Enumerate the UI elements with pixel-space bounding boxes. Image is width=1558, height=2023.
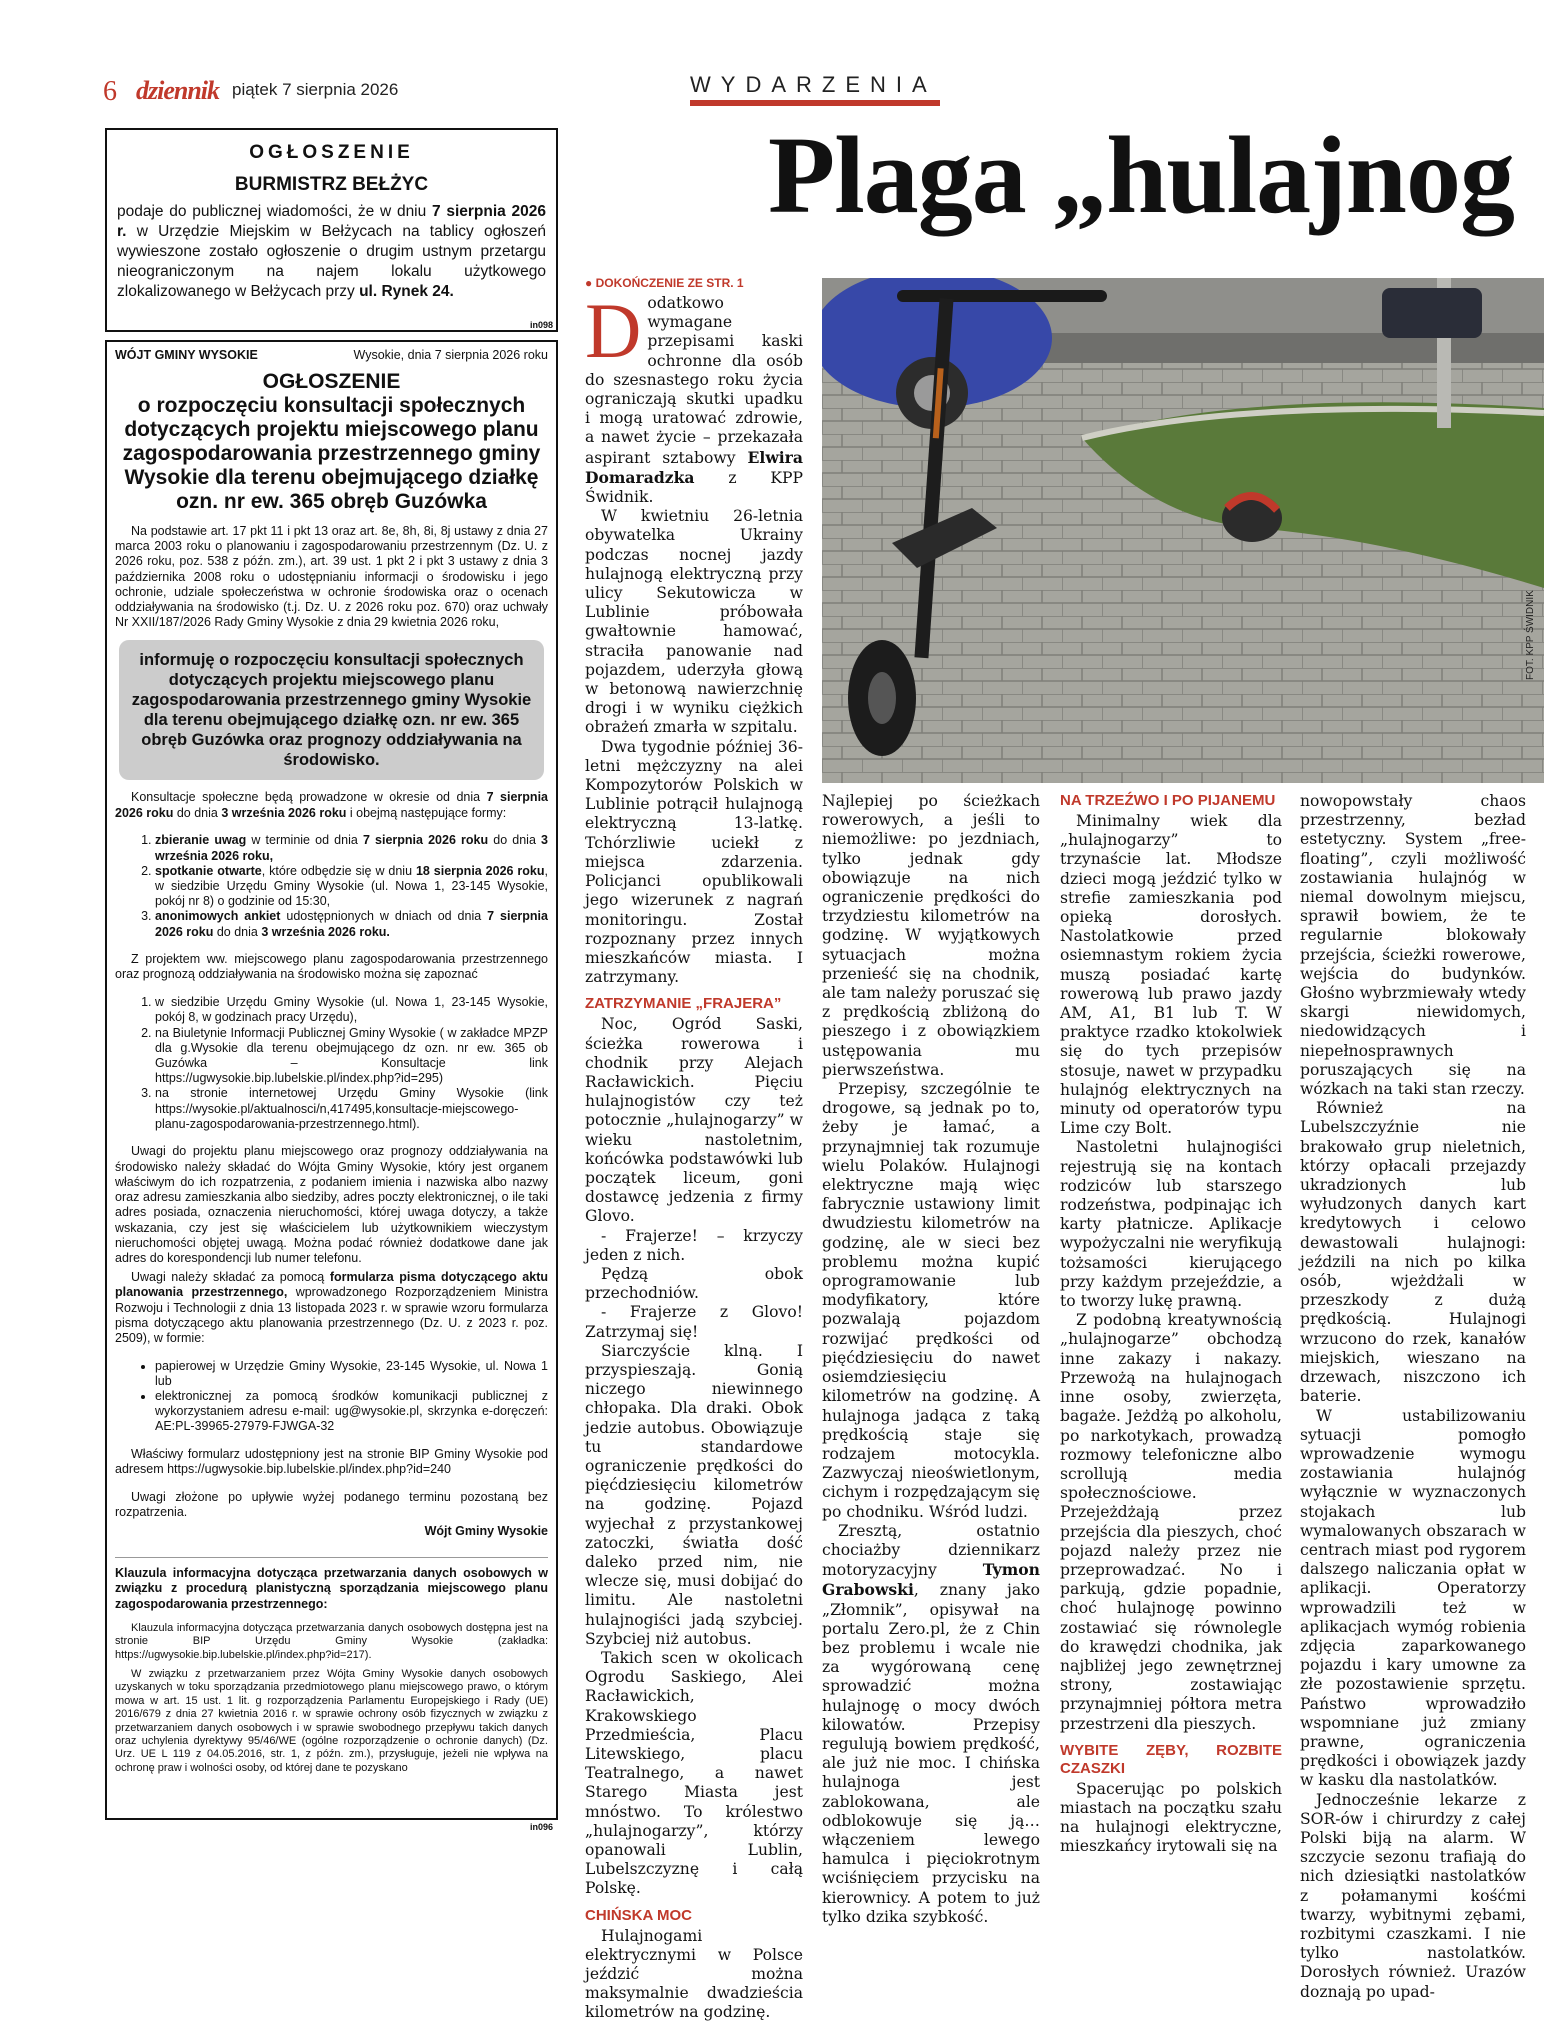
announcement-subheading: BURMISTRZ BEŁŻYC xyxy=(234,174,429,195)
paragraph: Dwa tygodnie później 36-letni mężczyzny na alei Kompozytorów Polskich w Lublinie potrącił hulajnogą elektryczną 13-latkę. Tchórzliwie uciekł z miejsca zdarzenia. Policjanci opublikowali jego wizerunek z nagrań monitoringu. Został rozpoznany przez innych mieszkańców miasta. I zatrzymany. xyxy=(585,737,803,987)
text-date: 7 sierpnia 2026 r. xyxy=(117,203,546,240)
drop-cap: D xyxy=(585,287,642,374)
text-bold: 7 sierpnia 2026 roku xyxy=(155,909,548,939)
access-intro: Z projektem ww. miejscowego planu zagospodarowania przestrzennego oraz prognozą oddziaływania na środowisko można się zapoznać xyxy=(115,952,548,982)
signature: Wójt Gminy Wysokie xyxy=(424,1523,548,1538)
legal-basis: Na podstawie art. 17 pkt 11 i pkt 13 oraz art. 8e, 8h, 8i, 8j ustawy z dnia 27 marca 2003 roku o planowaniu i zagospodarowaniu przestrzennym (Dz. U. z 2026 roku, poz. 538 z późn. zm.), art. 39 ust. 1 pkt 2 i pkt 3 ustawy z dnia 3 października 2008 roku o udostępnianiu informacji o środowisku i jego ochronie, udziale społeczeństwa w ochronie środowiska oraz o ocenach oddziaływania na środowisko (t.j. Dz. U. z 2026 roku poz. 670) oraz uchwały Nr XXII/187/2026 Rady Gminy Wysokie z dnia 29 kwietnia 2026 roku, xyxy=(115,524,548,630)
text-bold: 7 sierpnia 2026 roku xyxy=(362,833,489,848)
remarks: Uwagi do projektu planu miejscowego oraz prognozy oddziaływania na środowisko należy składać do Wójta Gminy Wysokie, który jest organem właściwym do ich rozpatrzenia, z podaniem imienia i nazwiska albo nazwy oraz adresu zamieszkania albo siedziby, adres poczty elektronicznej, o ile taki adres posiada, oznaczenia nieruchomości, której uwaga dotyczy, a także wskazania, czy jest się właścicielem lub użytkownikiem wieczystym nieruchomości objętej uwagą. Można podać również dodatkowe dane jak adres do korespondencji lub numer telefonu. xyxy=(115,1144,548,1265)
issue-date: piątek 7 sierpnia 2026 xyxy=(232,80,399,99)
list-item: • elektronicznej za pomocą środków komunikacji publicznej z wykorzystaniem adresu e-mail: ug@wysokie.pl, skrzynka e-doręczeń: AE:PL-39965-27979-FJWGA-32 xyxy=(155,1389,548,1435)
list-item xyxy=(155,833,548,863)
article-column-3 xyxy=(1060,792,1282,1857)
formular-text: Właściwy formularz udostępniony jest na stronie BIP Gminy Wysokie pod adresem https://ugwysokie.bip.lubelskie.pl/index.php?id=240 xyxy=(115,1447,548,1477)
announcement-subject: o rozpoczęciu konsultacji społecznych dotyczących projektu miejscowego planu zagospodarowania przestrzennego gminy Wysokie dla terenu obejmującego działkę ozn. nr ew. 365 obręb Guzówka xyxy=(122,394,541,513)
paragraph: Z podobną kreatywnością „hulajnogarze” obchodzą inne zakazy i nakazy. Przewożą na hulajnogach inne osoby, zwierzęta, bagaże. Jeżdżą po alkoholu, po narkotykach, prowadzą rozmowy telefoniczne albo scrollują media społecznościowe. Przejeżdżają przez przejścia dla pieszych, choć pojazd należy przez nie przeprowadzać. No i parkują, gdzie popadnie, choć hulajnogę powinno zostawiać się równolegle do krawędzi chodnika, jak najbliżej jego zewnętrznej strony, zostawiając przynajmniej półtora metra przestrzeni dla pieszych. xyxy=(1060,1311,1282,1733)
paragraph: Siarczyście klną. I przyspieszają. Gonią niczego niewinnego chłopaka. Dla draki. Obok jedzie autobus. Obowiązuje tu standardowe ograniczenie prędkości do pięćdziesięciu kilometrów na godzinę. Pojazd wyjechał z przystankowej zatoczki, światła dość daleko przed nim, nie wlecze się, musi dobijać do limitu. Ale nastoletni hulajnogiści jadą szybciej. Szybciej niż autobus. xyxy=(585,1341,803,1648)
ad-code: in096 xyxy=(530,1822,554,1832)
article-photo xyxy=(822,278,1544,783)
subheading: WYBITE ZĘBY, ROZBITE CZASZKI xyxy=(1060,1741,1282,1777)
text-part: wprowadzonego Rozporządzeniem Ministra Rozwoju i Technologii z dnia 13 listopada 2023 r. w sprawie wzoru formularza pisma dotyczącego aktu planowania przestrzennego (Dz. U. z 2023 r. poz. 2509), w formie: xyxy=(115,1285,548,1345)
paragraph: nowopowstały chaos przestrzenny, bezład estetyczny. System „free-floating”, czyli możliwość zostawiania hulajnóg w niemal dowolnym miejscu, sprawił bowiem, że te regularnie blokowały przejścia, ścieżki rowerowe, wejścia do budynków. Głośno wybrzmiewały wtedy skargi niewidomych, niedowidzących i niepełnosprawnych poruszających się na wózkach na taki stan rzeczy. xyxy=(1300,792,1526,1099)
text-part: do dnia xyxy=(213,924,262,939)
subheading: CHIŃSKA MOC xyxy=(585,1906,692,1924)
text-part: udostępnionych w dniach od dnia xyxy=(280,909,488,924)
continuation-kicker: ● DOKOŃCZENIE ZE STR. 1 xyxy=(585,276,744,290)
bullet-list xyxy=(115,1359,548,1435)
person-name: Tymon Grabowski xyxy=(822,1560,1040,1600)
list-item xyxy=(155,909,548,939)
announcement-heading: OGŁOSZENIE xyxy=(262,370,401,393)
paragraph: Również na Lubelszczyźnie nie brakowało grup nieletnich, którzy opłacali przejazdy ukradzionych lub wyłudzonych danych kart kredytowych i celowo dewastowali hulajnogi: jeździli na nich po kilka osób, wjeżdżali w przeszkody z dużą prędkością. Hulajnogi wrzucono do rzek, kanałów miejskich, wieszano na drzewach, niszczono ich baterie. xyxy=(1300,1099,1526,1406)
person-name: Elwira Domaradzka xyxy=(585,447,803,487)
text-bold: 7 sierpnia 2026 roku xyxy=(115,790,548,820)
paragraph: - Frajerze! – krzyczy jeden z nich. xyxy=(585,1226,803,1264)
text-part: Uwagi należy składać za pomocą xyxy=(131,1270,330,1285)
text-address: ul. Rynek 24. xyxy=(359,283,454,300)
issuer: WÓJT GMINY WYSOKIE xyxy=(115,348,258,362)
list-item: 2. na Biuletynie Informacji Publicznej Gminy Wysokie ( w zakładce MPZP dla g.Wysokie dla terenu obejmującego dz ozn. nr ew. 365 ob Guzówka – Konsultacje link https://ugwysokie.bip.lubelskie.pl/index.php?id=295) xyxy=(155,1026,548,1087)
paragraph: odatkowo wymagane przepisami kaski ochronne dla osób do szesnastego roku życia ograniczają skutki upadku i mogą uratować zdrowie, a nawet życie – przekazała aspirant sztabowy xyxy=(585,294,803,467)
place-date: Wysokie, dnia 7 sierpnia 2026 roku xyxy=(353,348,548,362)
subheading: ZATRZYMANIE „FRAJERA” xyxy=(585,995,782,1013)
announcement-heading: OGŁOSZENIE xyxy=(249,142,414,163)
scooter-photo-illustration xyxy=(822,278,1544,783)
text-part: , w siedzibie Urzędu Gminy Wysokie (ul. Nowa 1, 23-145 Wysokie, pokój nr 8) o godzinie od 15:30, xyxy=(155,863,548,909)
ad-code: in098 xyxy=(530,320,554,330)
paragraph: Spacerując po polskich miastach na początku szału na hulajnogi elektryczne, mieszkańcy irytowali się na xyxy=(1060,1779,1282,1856)
subheading: NA TRZEŹWO I PO PIJANEMU xyxy=(1060,792,1276,809)
paragraph: W kwietniu 26-letnia obywatelka Ukrainy podczas nocnej jazdy hulajnogą elektryczną przy ulicy Sekutowicza w Lublinie próbowała gwałtownie hamować, straciła panowanie nad pojazdem, uderzyła głową w betonową nawierzchnię drogi i w wyniku ciężkich obrażeń zmarła w szpitalu. xyxy=(585,507,803,737)
section-underline xyxy=(690,100,940,106)
list-item: 1. w siedzibie Urzędu Gminy Wysokie (ul. Nowa 1, 23-145 Wysokie, pokój 8, w godzinach pracy Urzędu), xyxy=(155,995,548,1025)
text-part: Konsultacje społeczne będą prowadzone w okresie od dnia xyxy=(131,790,487,805)
announcement-text xyxy=(107,196,556,302)
divider xyxy=(115,1557,548,1558)
text-bold: zbieranie uwag xyxy=(155,833,247,848)
article-column-2 xyxy=(822,792,1040,1927)
text-bold: 3 września 2026 roku xyxy=(221,805,347,820)
paragraph: Jednocześnie lekarze z SOR-ów i chirurdzy z całej Polski biją na alarm. W szczycie sezonu trafiają do nich dziesiątki nastolatków z połamanymi kośćmi twarzy, wybitnymi zębami, rozbitymi czaszkami. I nie tylko nastolatków. Dorosłych również. Urazów doznają po upad- xyxy=(1300,1790,1526,2001)
paragraph: Przepisy, szczególnie te drogowe, są jednak po to, żeby je łamać, a przynajmniej tak rozumuje wielu Polaków. Hulajnogi elektryczne mają więc fabrycznie ustawiony limit dwudziestu kilometrów na godzinę, ale w sieci bez problemu można kupić oprogramowanie lub modyfikatory, które pozwalają pojazdom rozwijać prędkości od pięćdziesięciu do nawet osiemdziesięciu kilometrów na godzinę. A hulajnoga jadąca z taką prędkością staje się rodzajem motocykla. Zazwyczaj nieoświetlonym, cichym i rozpędzającym się po chodniku. Wśród ludzi. xyxy=(822,1080,1040,1521)
announcement-wojt xyxy=(105,340,558,1820)
headline: Plaga „hulajnog xyxy=(768,114,1514,236)
paragraph xyxy=(822,1522,1040,1927)
text-bold: 18 sierpnia 2026 roku xyxy=(415,863,545,878)
text-part: , które odbędzie się w dniu xyxy=(261,863,416,878)
article-column-4 xyxy=(1300,792,1526,2002)
text-bold: formularza pisma dotyczącego aktu planowania przestrzennego, xyxy=(115,1270,548,1300)
column-text xyxy=(585,287,803,2023)
form-text xyxy=(115,1270,548,1346)
newspaper-logo: dziennik xyxy=(136,76,220,105)
access-list xyxy=(115,995,548,1132)
klauzula-text: Klauzula informacyjna dotycząca przetwarzania danych osobowych dostępna jest na stronie BIP Urzędu Gminy Wysokie (zakładka: https://ugwysokie.bip.lubelskie.pl/index.php?id=217). xyxy=(115,1621,548,1661)
text-part: , znany jako „Złomnik”, opisywał na portalu Zero.pl, że z Chin bez problemu i wcale nie za wygórowaną cenę sprowadzić można hulajnogę o mocy dwóch kilowatów. Przepisy regulują bowiem prędkość, ale już nie moc. I chińska hulajnoga jest zablokowana, ale odblokowuje się ją… włączeniem lewego hamulca i pięciokrotnym wciśnięciem przycisku na kierownicy. A potem to już tylko dzika szybkość. xyxy=(822,1581,1040,1926)
paragraph: Noc, Ogród Saski, ścieżka rowerowa i chodnik przy Alejach Racławickich. Pięciu hulajnogistów czy też potocznie „hulajnogarzy” w wieku nastoletnim, końcówka podstawówki lub początek liceum, goni dostawcę jedzenia z firmy Glovo. xyxy=(585,1015,803,1226)
paragraph: W ustabilizowaniu sytuacji pomogło wprowadzenie wymogu zostawiania hulajnóg wyłącznie w wyznaczonych stojakach lub wymalowanych obszarach w centrach miast pod rygorem dalszego naliczania opłat w aplikacji. Operatorzy wprowadzili też w aplikacjach wymóg robienia zdjęcia zaparkowanego pojazdu i kary umowne za złe pozostawienie sprzętu. Państwo wprowadziło wspomniane już zmiany prawne, ograniczenia prędkości i obowiązek jazdy w kasku dla nastolatków. xyxy=(1300,1406,1526,1790)
paragraph: Takich scen w okolicach Ogrodu Saskiego, Alei Racławickich, Krakowskiego Przedmieścia, Placu Litewskiego, placu Teatralnego, a nawet Starego Miasta jest mnóstwo. To królestwo „hulajnogarzy”, którzy opanowali Lublin, Lubelszczyznę i całą Polskę. xyxy=(585,1649,803,1898)
text-part: i obejmą następujące formy: xyxy=(346,805,507,820)
list-item: • papierowej w Urzędzie Gminy Wysokie, 23-145 Wysokie, ul. Nowa 1 lub xyxy=(155,1359,548,1389)
paragraph: Minimalny wiek dla „hulajnogarzy” to trzynaście lat. Młodsze dzieci mogą jeździć tylko w strefie zamieszkania pod opieką dorosłych. Nastolatkowie przed osiemnastym rokiem życia muszą posiadać kartę rowerową lub prawo jazdy AM, A1, B1 lub T. W praktyce rzadko ktokolwiek się do tych przepisów stosuje, nawet w przypadku hulajnóg elektrycznych na minuty od operatorów typu Lime czy Bolt. xyxy=(1060,812,1282,1138)
page-number: 6 xyxy=(103,76,117,107)
list-item: 3. na stronie internetowej Urzędu Gminy Wysokie (link https://wysokie.pl/aktualnosci/n,417495,konsultacje-miejscowego-planu-zagospodarowania-przestrzennego.html). xyxy=(155,1086,548,1132)
text-bold: 3 września 2026 roku, xyxy=(155,833,548,863)
paragraph: Hulajnogami elektrycznymi w Polsce jeździć można maksymalnie dwadzieścia kilometrów na godzinę. xyxy=(585,1926,803,2022)
text-bold: spotkanie otwarte xyxy=(155,863,262,878)
klauzula-text: W związku z przetwarzaniem przez Wójta Gminy Wysokie danych osobowych uzyskanych w toku sporządzania przedmiotowego planu miejscowego prawo, o którym mowa w art. 15 ust. 1 lit. g rozporządzenia Parlamentu Europejskiego i Rady (UE) 2016/679 z dnia 27 kwietnia 2016 r. w sprawie ochrony osób fizycznych w związku z przetwarzaniem danych osobowych i w sprawie swobodnego przepływu takich danych oraz uchylenia dyrektywy 95/46/WE (ogólne rozporządzenie o ochronie danych) (Dz. Urz. UE L 119 z 04.05.2016, str. 1, z późn. zm.), przysługuje, jeżeli nie wpływa na ochronę praw i wolności osoby, od której dane te pozyskano xyxy=(115,1667,548,1774)
highlight-box: informuję o rozpoczęciu konsultacji społecznych dotyczących projektu miejscowego planu zagospodarowania przestrzennego gminy Wysokie dla terenu obejmującego działkę ozn. nr ew. 365 obręb Guzówka oraz prognozy oddziaływania na środowisko. xyxy=(119,640,544,780)
paragraph: - Frajerze z Glovo! Zatrzymaj się! xyxy=(585,1303,803,1341)
paragraph: Pędzą obok przechodniów. xyxy=(585,1264,803,1303)
text-part: w Urzędzie Miejskim w Bełżycach na tablicy ogłoszeń wywieszone zostało ogłoszenie o drugim ustnym przetargu nieograniczonym na najem lokalu użytkowego zlokalizowanego w Bełżycach przy xyxy=(117,223,546,300)
paragraph: Nastoletni hulajnogiści rejestrują się na kontach rodziców lub starszego rodzeństwa, podpinając ich karty płatnicze. Aplikacje wypożyczalni nie weryfikują tożsamości kierującego przy każdym przejeździe, a to tworzy lukę prawną. xyxy=(1060,1138,1282,1311)
text-bold: 3 września 2026 roku. xyxy=(261,924,390,939)
klauzula-heading: Klauzula informacyjna dotycząca przetwarzania danych osobowych w związku z procedurą planistyczną sporządzania miejscowego planu zagospodarowania przestrzennego: xyxy=(115,1566,548,1611)
text-part: podaje do publicznej wiadomości, że w dniu xyxy=(117,203,432,220)
paragraph: Najlepiej po ścieżkach rowerowych, a jeśli to niemożliwe: po jezdniach, tylko jednak gdy obowiązuje na nich ograniczenie prędkości do trzydziestu kilometrów na godzinę. W wyjątkowych sytuacjach można przenieść się na chodnik, ale tam należy poruszać się z prędkością zbliżoną do pieszego i z obowiązkiem ustępowania mu pierwszeństwa. xyxy=(822,792,1040,1079)
photo-credit: FOT. KPP ŚWIDNIK xyxy=(1525,590,1536,680)
article-column-1 xyxy=(585,276,803,2023)
late-text: Uwagi złożone po upływie wyżej podanego terminu pozostaną bez rozpatrzenia. xyxy=(115,1489,548,1519)
forms-list xyxy=(115,833,548,939)
text-part: Zresztą, ostatnio chociażby dziennikarz motoryzacyjny xyxy=(822,1521,1040,1580)
text-part: do dnia xyxy=(173,805,222,820)
consult-text xyxy=(115,790,548,820)
kicker-text: DOKOŃCZENIE ZE STR. 1 xyxy=(595,276,744,290)
paragraph: z KPP Świdnik. xyxy=(585,468,803,507)
text-part: do dnia xyxy=(488,833,542,848)
list-item xyxy=(155,864,548,910)
text-part: w terminie od dnia xyxy=(246,833,363,848)
announcement-burmistrz xyxy=(105,128,558,332)
section-label: WYDARZENIA xyxy=(690,72,937,97)
text-bold: anonimowych ankiet xyxy=(155,909,281,924)
